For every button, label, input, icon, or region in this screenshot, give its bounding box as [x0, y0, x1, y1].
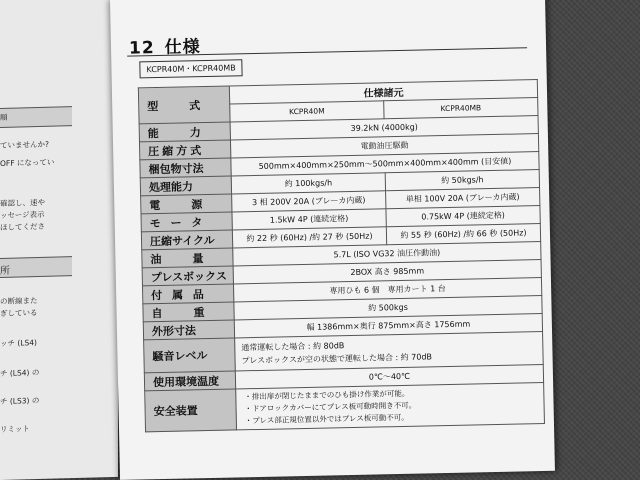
throughput-a: 約 100kgs/h [231, 173, 385, 194]
left-fragment: チ (LS4) の [0, 367, 40, 378]
safety-item: ・ドアロックカバーにてプレス板可動時開き不可。 [244, 400, 417, 414]
left-page-header-bar [0, 106, 72, 128]
model-label: KCPR40M・KCPR40MB [139, 59, 243, 78]
environment-value: 0℃〜40℃ [235, 365, 543, 389]
accessories-value: 専用ひも 6 個 専用カート 1 台 [233, 278, 541, 302]
row-label: 使用環境温度 [144, 371, 235, 391]
row-label: 型 式 [138, 86, 230, 124]
left-fragment: 確認し、速や [0, 197, 45, 208]
left-fragment: ていませんか? [0, 139, 49, 150]
row-label: プレスボックス [142, 266, 233, 286]
section-number: 12 [128, 38, 155, 59]
motor-a: 1.5kW 4P (連続定格) [232, 209, 386, 230]
throughput-b: 約 50kgs/h [385, 170, 539, 191]
row-label: 梱包物寸法 [140, 158, 231, 178]
oil-value: 5.7L (ISO VG32 油圧作動油) [233, 242, 541, 266]
row-label: 油 量 [142, 248, 233, 268]
left-fragment: ぎしている [0, 308, 38, 318]
capacity-value: 39.2kN (4000kg) [230, 116, 538, 140]
row-label: 安全装置 [145, 389, 237, 432]
pressbox-value: 2BOX 高さ 985mm [233, 260, 541, 284]
model-b-header: KCPR40MB [384, 98, 538, 119]
left-page [0, 0, 118, 480]
left-fragment: 順 [0, 112, 8, 122]
left-fragment: リミット [0, 424, 30, 434]
weight-value: 約 500kgs [234, 296, 542, 320]
left-fragment: ッセージ表示 [0, 209, 45, 220]
row-label: 自 重 [143, 302, 234, 322]
row-label: 処理能力 [140, 176, 231, 196]
left-fragment: 所 [0, 265, 10, 277]
spec-title: 仕様諸元 [229, 80, 537, 104]
compression-value: 電動油圧駆動 [230, 134, 538, 158]
package-value: 500mm×400mm×250mm〜500mm×400mm×400mm (目安値) [231, 152, 539, 176]
cycle-a: 約 22 秒 (60Hz) /約 27 秒 (50Hz) [232, 227, 386, 248]
row-label: 外形寸法 [143, 320, 234, 340]
cycle-b: 約 55 秒 (60Hz) /約 66 秒 (50Hz) [386, 224, 540, 245]
spec-page [110, 0, 555, 480]
power-b: 単相 100V 20A (ブレーカ内蔵) [386, 188, 540, 209]
noise-line: プレスボックスが空の状態で運転した場合 : 約 70dB [241, 352, 433, 366]
left-fragment: チ (LS3) の [0, 395, 40, 406]
section-title: 仕様 [164, 37, 201, 58]
row-label: モ ー タ [141, 212, 232, 232]
left-fragment: ほしてくださ [0, 221, 45, 232]
dimensions-value: 幅 1386mm×奥行 875mm×高さ 1756mm [234, 314, 542, 338]
left-page-header-bar [0, 256, 72, 278]
left-fragment: OFF になってい [0, 157, 55, 168]
row-label: 騒音レベル [144, 338, 236, 373]
row-label: 能 力 [139, 122, 230, 142]
row-label: 圧縮サイクル [141, 230, 232, 250]
power-a: 3 相 200V 20A (ブレーカ内蔵) [232, 191, 386, 212]
spec-table [138, 79, 545, 432]
left-fragment: の断線また [0, 296, 38, 306]
row-label: 付 属 品 [142, 284, 233, 304]
row-label: 圧縮方式 [139, 140, 230, 160]
model-a-header: KCPR40M [230, 101, 384, 122]
safety-item: ・プレス部正規位置以外ではプレス板可動不可。 [244, 412, 409, 426]
safety-value [236, 383, 545, 430]
row-label: 電 源 [141, 194, 232, 214]
left-fragment: ッチ (LS4) [0, 338, 37, 348]
motor-b: 0.75kW 4P (連続定格) [386, 206, 540, 227]
noise-line: 通常運転した場合 : 約 80dB [241, 341, 345, 353]
safety-item: ・排出扉が閉じたままでのひも掛け作業が可能。 [244, 388, 410, 402]
